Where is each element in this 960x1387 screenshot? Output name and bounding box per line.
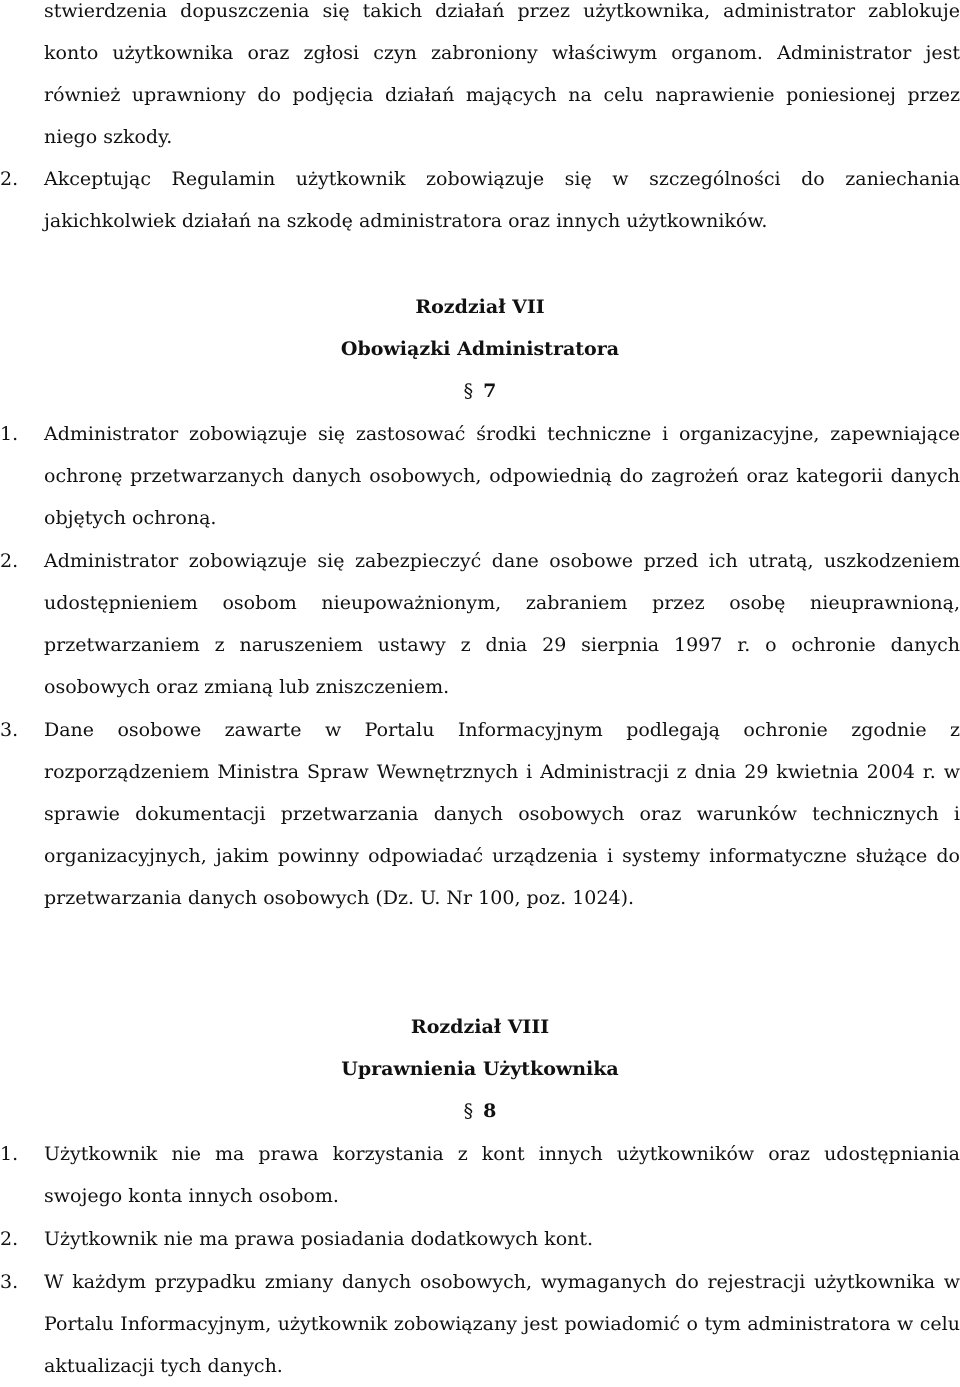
paragraph-text: Administrator zobowiązuje się zastosować środki techniczne i organizacyjne, zapewniające ochronę przetwarzanych danych osobowych, odpowiednią do zagrożeń oraz kategorii danych objętych ochroną. — [44, 423, 960, 529]
paragraph-text: Użytkownik nie ma prawa posiadania dodatkowych kont. — [44, 1228, 594, 1250]
section-sign: § — [463, 1100, 474, 1122]
paragraph-7-3 — [0, 709, 960, 919]
chapter-8-title: Uprawnienia Użytkownika — [341, 1058, 619, 1080]
paragraph-number: 1. — [0, 423, 19, 445]
paragraph-number: 2. — [0, 168, 19, 190]
paragraph-text: stwierdzenia dopuszczenia się takich działań przez użytkownika, administrator zablokuje konto użytkownika oraz zgłosi czyn zabroniony właściwym organom. Administrator jest również uprawniony do podjęcia działań mających na celu naprawienie poniesionej przez niego szkody. — [44, 0, 960, 148]
chapter-7-label: Rozdział VII — [415, 296, 545, 318]
paragraph-text: Administrator zobowiązuje się zabezpieczyć dane osobowe przed ich utratą, uszkodzeniem udostępnieniem osobom nieupoważnionym, zabraniem przez osobę nieuprawnioną, przetwarzaniem z naruszeniem ustawy z dnia 29 sierpnia 1997 r. o ochronie danych osobowych oraz zmianą lub zniszczeniem. — [44, 550, 960, 698]
section-8-heading — [0, 1090, 960, 1132]
paragraph-6-2 — [0, 158, 960, 242]
paragraph-number: 2. — [0, 550, 19, 572]
paragraph-continuation — [0, 0, 960, 158]
paragraph-text: W każdym przypadku zmiany danych osobowych, wymaganych do rejestracji użytkownika w Portalu Informacyjnym, użytkownik zobowiązany jest powiadomić o tym administratora w celu aktualizacji tych danych. — [44, 1271, 960, 1377]
paragraph-8-2 — [0, 1218, 960, 1260]
paragraph-text: Akceptując Regulamin użytkownik zobowiązuje się w szczególności do zaniechania jakichkolwiek działań na szkodę administratora oraz innych użytkowników. — [44, 168, 960, 232]
paragraph-text: Dane osobowe zawarte w Portalu Informacyjnym podlegają ochronie zgodnie z rozporządzeniem Ministra Spraw Wewnętrznych i Administracji z dnia 29 kwietnia 2004 r. w sprawie dokumentacji przetwarzania danych osobowych oraz warunków technicznych i organizacyjnych, jakim powinny odpowiadać urządzenia i systemy informatyczne służące do przetwarzania danych osobowych (Dz. U. Nr 100, poz. 1024). — [44, 719, 960, 909]
paragraph-number: 3. — [0, 1271, 19, 1293]
section-7-heading — [0, 370, 960, 412]
paragraph-7-1 — [0, 413, 960, 539]
paragraph-text: Użytkownik nie ma prawa korzystania z kont innych użytkowników oraz udostępniania swojego konta innych osobom. — [44, 1143, 960, 1207]
chapter-8-label: Rozdział VIII — [410, 1016, 550, 1038]
section-number: 8 — [483, 1100, 497, 1122]
section-number: 7 — [483, 380, 497, 402]
paragraph-number: 2. — [0, 1228, 19, 1250]
chapter-7-title: Obowiązki Administratora — [340, 338, 620, 360]
paragraph-number: 3. — [0, 719, 19, 741]
paragraph-7-2 — [0, 540, 960, 708]
paragraph-8-1 — [0, 1133, 960, 1217]
paragraph-8-3 — [0, 1261, 960, 1387]
section-sign: § — [463, 380, 474, 402]
paragraph-number: 1. — [0, 1143, 19, 1165]
